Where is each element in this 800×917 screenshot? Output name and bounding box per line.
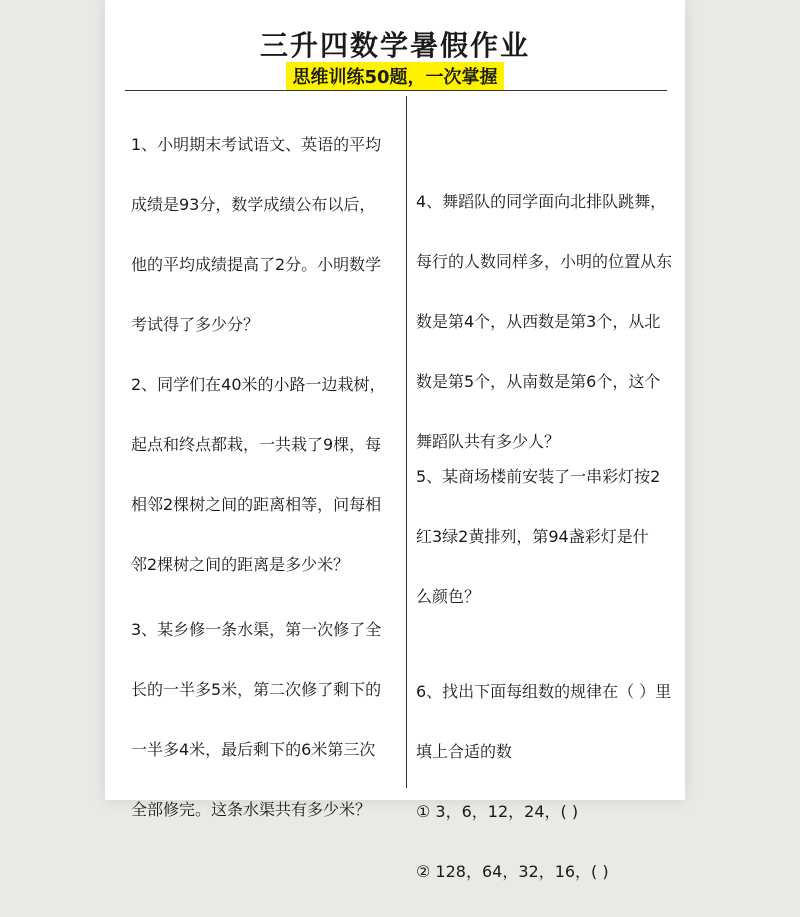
- header-divider: [125, 90, 667, 91]
- question-line: 舞蹈队共有多少人？: [416, 432, 561, 451]
- question-line: 3、某乡修一条水渠，第一次修了全: [131, 620, 382, 639]
- question-line: 1、小明期末考试语文、英语的平均: [131, 135, 382, 154]
- question-line: 5、某商场楼前安装了一串彩灯按2: [416, 467, 661, 486]
- question-line: 邻2棵树之间的距离是多少米？: [131, 555, 350, 574]
- question-line: 成绩是93分，数学成绩公布以后，: [131, 195, 376, 214]
- question-1: [131, 100, 396, 370]
- question-line: ② 128，64，32，16，( ): [416, 862, 609, 881]
- question-line: 每行的人数同样多，小明的位置从东: [416, 252, 673, 271]
- question-line: 4、舞蹈队的同学面向北排队跳舞，: [416, 192, 667, 211]
- question-line: 2、同学们在40米的小路一边栽树，: [131, 375, 386, 394]
- question-line: 起点和终点都栽，一共栽了9棵，每: [131, 435, 382, 454]
- question-line: 么颜色？: [416, 587, 481, 606]
- question-line: 6、找出下面每组数的规律在（ ）里: [416, 682, 672, 701]
- question-5: [416, 432, 678, 642]
- question-line: ① 3，6，12，24，( ): [416, 802, 579, 821]
- question-line: 长的一半多5米，第二次修了剩下的: [131, 680, 382, 699]
- worksheet-page: [105, 0, 685, 881]
- question-line: 数是第5个，从南数是第6个，这个: [416, 372, 661, 391]
- question-line: 一半多4米，最后剩下的6米第三次: [131, 740, 376, 759]
- question-3: [131, 585, 396, 855]
- question-line: 考试得了多少分？: [131, 315, 260, 334]
- question-line: 相邻2棵树之间的距离相等，问每相: [131, 495, 382, 514]
- question-line: 填上合适的数: [416, 742, 513, 761]
- page-subtitle: 思维训练50题，一次掌握: [286, 62, 503, 90]
- question-line: 数是第4个，从西数是第3个，从北: [416, 312, 661, 331]
- question-line: 红3绿2黄排列，第94盏彩灯是什: [416, 527, 649, 546]
- subtitle-wrap: [105, 62, 685, 90]
- question-line: 他的平均成绩提高了2分。小明数学: [131, 255, 382, 274]
- question-line: 全部修完。这条水渠共有多少米？: [131, 800, 372, 819]
- page-title: 三升四数学暑假作业: [259, 29, 530, 62]
- column-divider: [406, 96, 407, 788]
- question-2: [131, 340, 396, 610]
- question-6: [416, 647, 678, 917]
